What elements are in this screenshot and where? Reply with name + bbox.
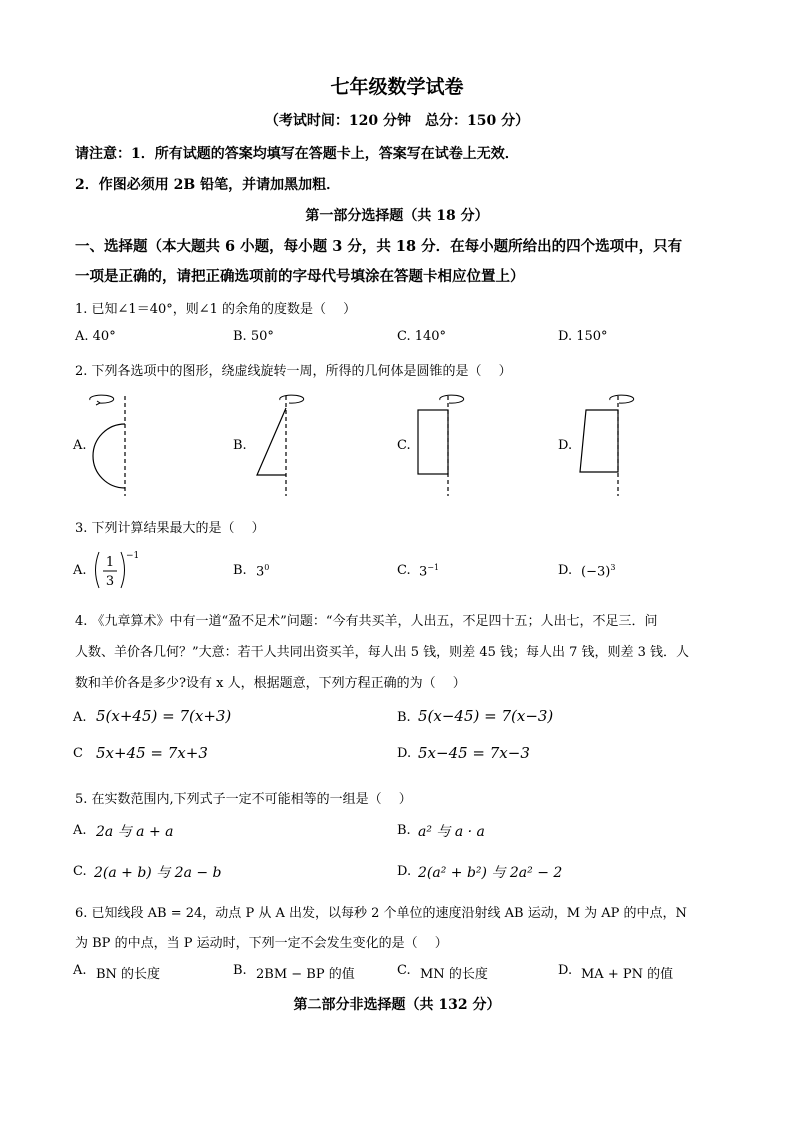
- note-line-1: 请注意：1．所有试题的答案均填写在答题卡上，答案写在试卷上无效．: [75, 146, 519, 162]
- q4-option-b-expr: 5(x−45) = 7(x−3): [418, 707, 554, 725]
- q3-option-b-expr: [256, 563, 269, 579]
- exam-meta: （考试时间：120 分钟 总分：150 分）: [264, 113, 530, 129]
- q2-stem: 2. 下列各选项中的图形，绕虚线旋转一周，所得的几何体是圆锥的是（ ）: [75, 364, 512, 379]
- q3-c-base: 3: [419, 564, 428, 580]
- q3-b-base: 3: [256, 564, 265, 580]
- q4-line-3: 数和羊价各是多少?设有 x 人，根据题意，下列方程正确的为（ ）: [75, 676, 466, 691]
- q5-label-b: B.: [397, 823, 411, 838]
- q6-line-1: 6. 已知线段 AB = 24，动点 P 从 A 出发，以每秒 2 个单位的速度沿射线 AB 运动，M 为 AP 的中点，N: [75, 906, 687, 921]
- q6-label-c: C.: [397, 963, 411, 978]
- q3-option-d-expr: [581, 563, 615, 579]
- q3-a-numerator: 1: [105, 555, 115, 570]
- note-line-2: 2．作图必须用 2B 铅笔，并请加黑加粗．: [75, 177, 341, 193]
- q2-figure-c: [410, 392, 470, 498]
- q5-label-c: C.: [73, 864, 87, 879]
- q1-stem: 1. 已知∠1＝40°，则∠1 的余角的度数是（ ）: [75, 302, 357, 317]
- q2-label-d: D.: [558, 438, 573, 453]
- q3-c-exponent: −1: [427, 563, 440, 572]
- q4-label-a: A.: [73, 710, 87, 725]
- q3-option-c-expr: [419, 563, 439, 579]
- q4-option-d-expr: 5x−45 = 7x−3: [418, 744, 530, 762]
- instruction-line-2: 一项是正确的，请把正确选项前的字母代号填涂在答题卡相应位置上）: [75, 268, 525, 285]
- q1-option-b: B. 50°: [233, 329, 274, 344]
- q2-figure-b: [250, 392, 310, 498]
- q1-option-c: C. 140°: [397, 329, 447, 344]
- q3-a-exponent: −1: [126, 551, 140, 561]
- q4-label-c: C: [73, 746, 83, 761]
- q3-stem: 3. 下列计算结果最大的是（ ）: [75, 521, 265, 536]
- q6-label-b: B.: [233, 963, 247, 978]
- q3-option-a-expr: [90, 548, 140, 596]
- q3-label-d: D.: [558, 563, 573, 578]
- q5-option-c-expr: 2(a + b) 与 2a − b: [94, 865, 222, 881]
- q1-option-d: D. 150°: [558, 329, 608, 344]
- instruction-line-1: 一、选择题（本大题共 6 小题，每小题 3 分，共 18 分．在每小题所给出的四个选项中，只有: [75, 238, 683, 255]
- q5-label-a: A.: [73, 823, 87, 838]
- q3-label-b: B.: [233, 563, 247, 578]
- page-title: 七年级数学试卷: [330, 76, 464, 98]
- q3-label-a: A.: [73, 563, 87, 578]
- q4-option-c-expr: 5x+45 = 7x+3: [96, 744, 208, 762]
- q2-figure-a: [85, 392, 145, 498]
- q6-option-c-expr: MN 的长度: [420, 967, 488, 982]
- q4-label-b: B.: [397, 710, 411, 725]
- q2-label-a: A.: [73, 438, 87, 453]
- q6-option-d-expr: MA + PN 的值: [581, 967, 674, 982]
- part2-title: 第二部分非选择题（共 132 分）: [293, 997, 501, 1013]
- q3-b-exponent: 0: [264, 563, 270, 572]
- q3-a-denominator: 3: [105, 574, 115, 589]
- q1-option-a: A. 40°: [75, 329, 116, 344]
- q5-option-d-expr: 2(a² + b²) 与 2a² − 2: [418, 865, 563, 881]
- q4-option-a-expr: 5(x+45) = 7(x+3): [96, 707, 232, 725]
- q2-figure-d: [568, 392, 638, 498]
- q3-d-base: (−3): [581, 564, 611, 580]
- q6-option-a-expr: BN 的长度: [96, 967, 161, 982]
- q4-label-d: D.: [397, 746, 412, 761]
- part1-title: 第一部分选择题（共 18 分）: [305, 208, 489, 224]
- q5-option-a-expr: 2a 与 a + a: [96, 824, 174, 840]
- q6-line-2: 为 BP 的中点，当 P 运动时，下列一定不会发生变化的是（ ）: [75, 936, 448, 951]
- q6-label-d: D.: [558, 963, 573, 978]
- q5-stem: 5. 在实数范围内,下列式子一定不可能相等的一组是（ ）: [75, 792, 412, 807]
- q6-option-b-expr: 2BM − BP 的值: [256, 967, 355, 982]
- q6-label-a: A.: [73, 963, 87, 978]
- q3-d-exponent: 3: [610, 563, 616, 572]
- q3-label-c: C.: [397, 563, 411, 578]
- q2-label-c: C.: [397, 438, 411, 453]
- q4-line-1: 4. 《九章算术》中有一道“盈不足术”问题：“今有共买羊，人出五，不足四十五；人出七，不足三．问: [75, 614, 658, 629]
- q5-option-b-expr: a² 与 a · a: [418, 824, 485, 840]
- q5-label-d: D.: [397, 864, 412, 879]
- q4-line-2: 人数、羊价各几何？”大意：若干人共同出资买羊，每人出 5 钱，则差 45 钱；每人出 7 钱，则差 3 钱．人: [75, 645, 690, 660]
- q2-label-b: B.: [233, 438, 247, 453]
